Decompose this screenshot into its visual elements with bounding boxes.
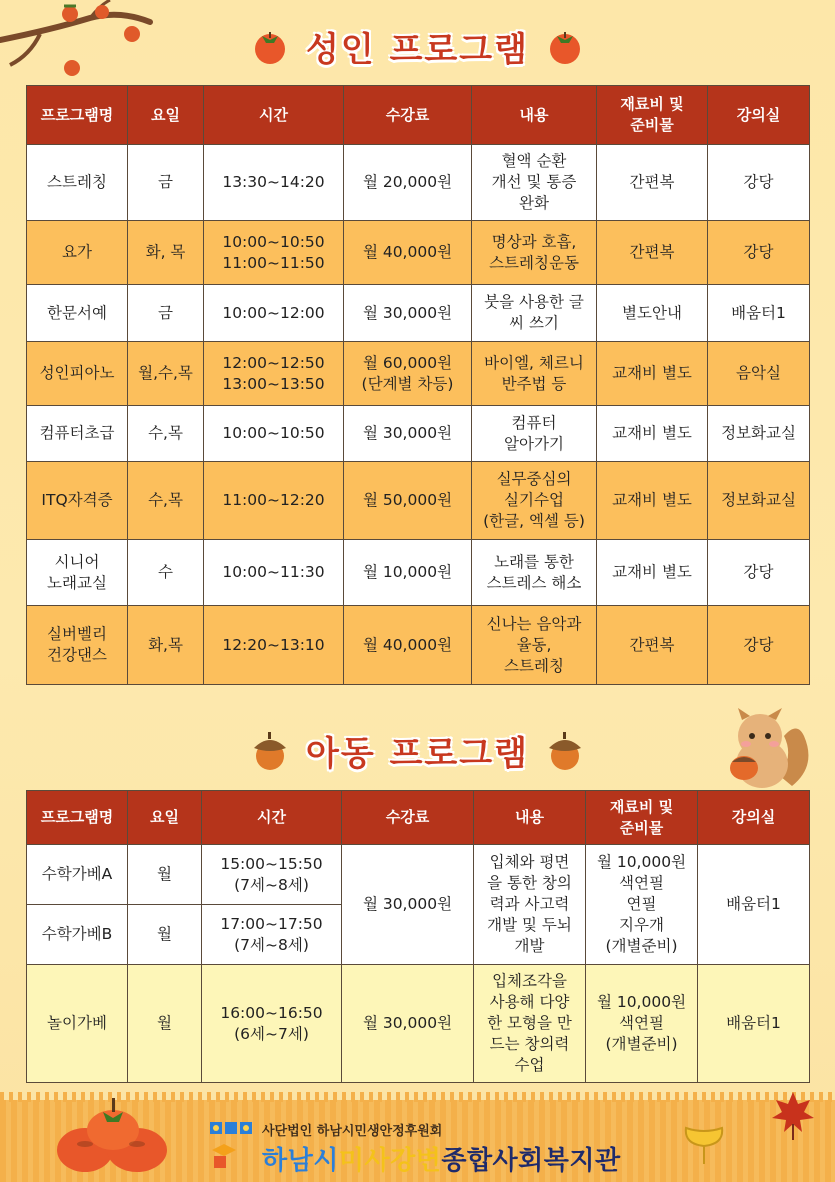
program-time: 15:00~15:50 (7세~8세) [202,845,342,905]
program-content: 붓을 사용한 글 씨 쓰기 [472,285,597,342]
header-day: 요일 [128,86,204,145]
header-program-name: 프로그램명 [27,86,128,145]
ginkgo-leaf-icon [680,1120,728,1170]
table-row [27,540,810,606]
program-name: 시니어 노래교실 [27,540,128,606]
program-name: ITQ자격증 [27,462,128,540]
program-day: 화,목 [128,606,204,685]
header-content: 내용 [474,791,586,845]
organization-name [262,1140,621,1177]
program-time: 12:00~12:50 13:00~13:50 [204,342,344,406]
program-content: 실무중심의 실기수업 (한글, 엑셀 등) [472,462,597,540]
maple-leaf-icon [770,1090,816,1142]
table-row [27,342,810,406]
program-content: 노래를 통한 스트레스 해소 [472,540,597,606]
program-material: 간편복 [597,221,708,285]
program-name: 컴퓨터초급 [27,406,128,462]
persimmon-pile-illustration [55,1092,170,1178]
program-day: 수,목 [128,462,204,540]
program-fee: 월 50,000원 [344,462,472,540]
program-day: 월 [128,845,202,905]
program-day: 금 [128,285,204,342]
program-time: 12:20~13:10 [204,606,344,685]
table-row [27,845,810,905]
header-room: 강의실 [708,86,810,145]
header-material: 재료비 및 준비물 [597,86,708,145]
adult-program-table [26,85,810,685]
program-room: 강당 [708,145,810,221]
program-material: 별도안내 [597,285,708,342]
program-fee: 월 30,000원 [342,845,474,965]
program-fee: 월 20,000원 [344,145,472,221]
program-material: 교재비 별도 [597,540,708,606]
program-name: 수학가베A [27,845,128,905]
program-room: 배움터1 [698,965,810,1083]
organization-logo [208,1120,254,1172]
program-name: 한문서예 [27,285,128,342]
program-fee: 월 40,000원 [344,606,472,685]
program-day: 월 [128,905,202,965]
org-name-part-area: 미사강변 [338,1146,442,1176]
persimmon-icon [545,26,585,66]
table-row [27,285,810,342]
program-fee: 월 30,000원 [344,285,472,342]
header-time: 시간 [204,86,344,145]
program-fee: 월 40,000원 [344,221,472,285]
adult-header-row [27,86,810,145]
header-day: 요일 [128,791,202,845]
program-content: 명상과 호흡, 스트레칭운동 [472,221,597,285]
header-material: 재료비 및 준비물 [586,791,698,845]
program-fee: 월 60,000원 (단계별 차등) [344,342,472,406]
program-room: 강당 [708,221,810,285]
program-time: 10:00~10:50 11:00~11:50 [204,221,344,285]
program-content: 입체조각을 사용해 다양 한 모형을 만 드는 창의력 수업 [474,965,586,1083]
program-name: 스트레칭 [27,145,128,221]
program-material: 간편복 [597,606,708,685]
program-time: 11:00~12:20 [204,462,344,540]
program-material: 교재비 별도 [597,462,708,540]
program-fee: 월 10,000원 [344,540,472,606]
program-day: 월 [128,965,202,1083]
program-content: 혈액 순환 개선 및 통증 완화 [472,145,597,221]
table-row [27,406,810,462]
program-name: 놀이가베 [27,965,128,1083]
program-name: 실버벨리 건강댄스 [27,606,128,685]
program-name: 요가 [27,221,128,285]
header-fee: 수강료 [344,86,472,145]
program-time: 10:00~12:00 [204,285,344,342]
acorn-icon [545,728,585,772]
program-time: 16:00~16:50 (6세~7세) [202,965,342,1083]
program-day: 수,목 [128,406,204,462]
child-title-row [0,720,835,780]
program-day: 금 [128,145,204,221]
program-content: 입체와 평면 을 통한 창의 력과 사고력 개발 및 두뇌 개발 [474,845,586,965]
program-fee: 월 30,000원 [342,965,474,1083]
program-fee: 월 30,000원 [344,406,472,462]
table-row [27,145,810,221]
header-room: 강의실 [698,791,810,845]
table-row [27,221,810,285]
program-room: 음악실 [708,342,810,406]
child-header-row [27,791,810,845]
program-material: 월 10,000원 색연필 연필 지우개 (개별준비) [586,845,698,965]
adult-program-title: 성인 프로그램 [306,29,529,70]
table-row [27,965,810,1083]
program-time: 10:00~11:30 [204,540,344,606]
program-room: 정보화교실 [708,406,810,462]
program-material: 월 10,000원 색연필 (개별준비) [586,965,698,1083]
program-name: 수학가베B [27,905,128,965]
org-name-part-city: 하남시 [262,1146,339,1176]
program-content: 신나는 음악과 율동, 스트레칭 [472,606,597,685]
program-material: 교재비 별도 [597,406,708,462]
child-program-table [26,790,810,1083]
program-day: 화, 목 [128,221,204,285]
program-material: 교재비 별도 [597,342,708,406]
program-time: 10:00~10:50 [204,406,344,462]
program-room: 정보화교실 [708,462,810,540]
program-room: 배움터1 [708,285,810,342]
program-day: 월,수,목 [128,342,204,406]
adult-title-row [0,16,835,76]
program-content: 바이엘, 체르니 반주법 등 [472,342,597,406]
header-fee: 수강료 [342,791,474,845]
table-row [27,462,810,540]
organization-subtitle: 사단법인 하남시민생안정후원회 [262,1124,443,1139]
program-room: 강당 [708,606,810,685]
program-name: 성인피아노 [27,342,128,406]
header-program-name: 프로그램명 [27,791,128,845]
program-time: 13:30~14:20 [204,145,344,221]
program-room: 강당 [708,540,810,606]
header-time: 시간 [202,791,342,845]
program-material: 간편복 [597,145,708,221]
table-row [27,606,810,685]
program-content: 컴퓨터 알아가기 [472,406,597,462]
acorn-icon [250,728,290,772]
program-room: 배움터1 [698,845,810,965]
program-day: 수 [128,540,204,606]
header-content: 내용 [472,86,597,145]
persimmon-icon [250,26,290,66]
program-time: 17:00~17:50 (7세~8세) [202,905,342,965]
org-name-part-center: 종합사회복지관 [441,1146,621,1176]
child-program-title: 아동 프로그램 [306,733,529,774]
